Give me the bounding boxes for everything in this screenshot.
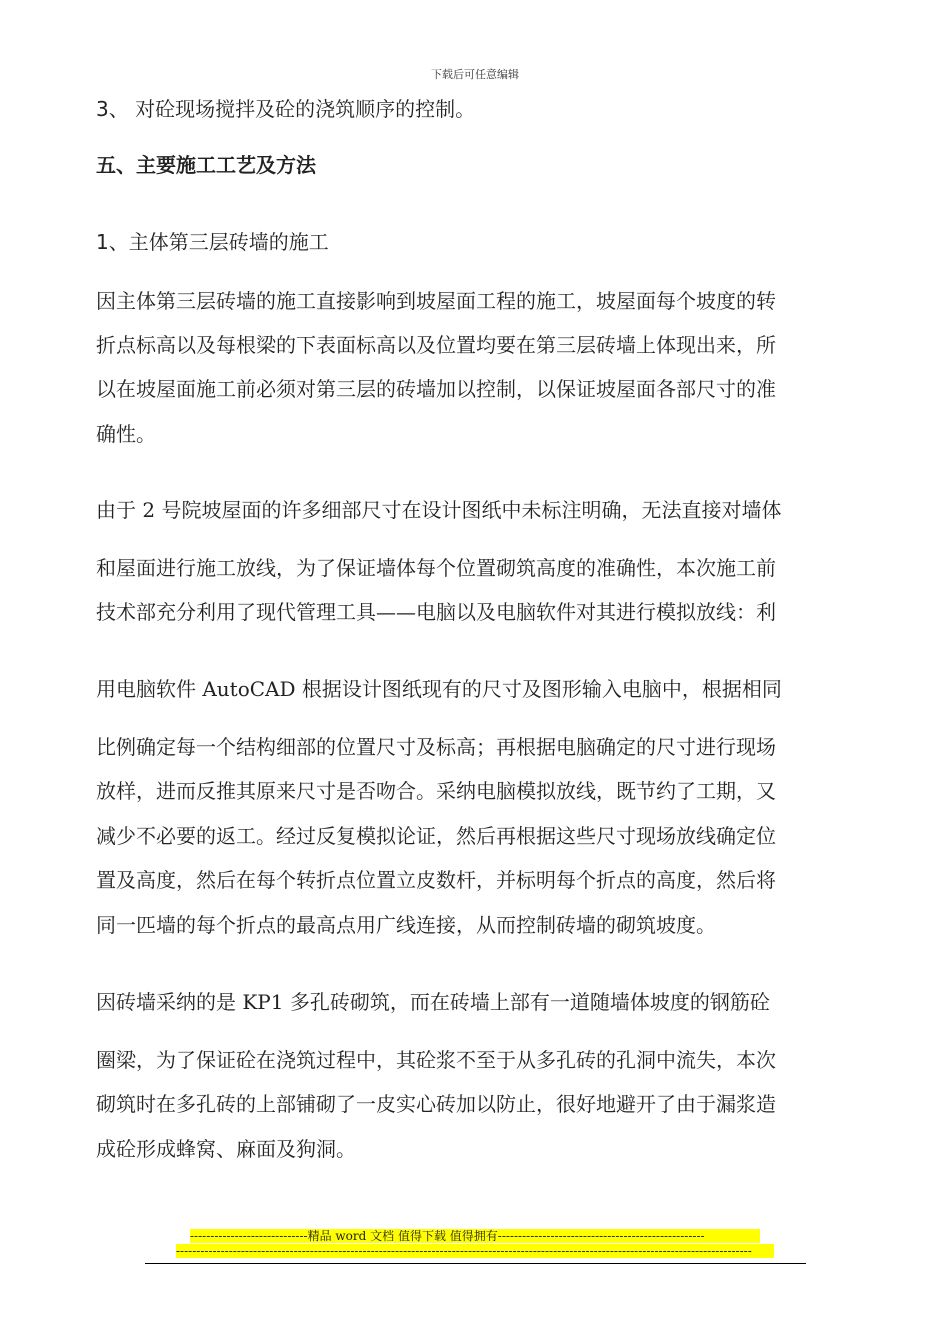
text-line: 用电脑软件 AutoCAD 根据设计图纸现有的尺寸及图形输入电脑中，根据相同 (96, 677, 782, 701)
text-line: 确性。 (96, 422, 156, 446)
text-line: 因砖墙采纳的是 KP1 多孔砖砌筑，而在砖墙上部有一道随墙体坡度的钢筋砼 (96, 990, 770, 1014)
footer-banner: -----------------------------精品 word 文档 值得下载 值得拥有--------------------------------------------------- (190, 1229, 760, 1243)
text-line: 置及高度，然后在每个转折点位置立皮数杆，并标明每个折点的高度，然后将 (96, 868, 776, 892)
footer-banner-dashes: ---------------------------------------------------------------------------------------------------------------------------------------------- (176, 1244, 774, 1258)
text-line: 放样，进而反推其原来尺寸是否吻合。采纳电脑模拟放线，既节约了工期，又 (96, 779, 776, 803)
text-line: 圈梁，为了保证砼在浇筑过程中，其砼浆不至于从多孔砖的孔洞中流失，本次 (96, 1048, 776, 1072)
text-line: 1、主体第三层砖墙的施工 (96, 230, 329, 254)
text-line: 3、 对砼现场搅拌及砼的浇筑顺序的控制。 (96, 97, 476, 121)
text-line: 砌筑时在多孔砖的上部铺砌了一皮实心砖加以防止，很好地避开了由于漏浆造 (96, 1092, 776, 1116)
text-line: 技术部充分利用了现代管理工具——电脑以及电脑软件对其进行模拟放线：利 (96, 600, 776, 624)
text-line: 比例确定每一个结构细部的位置尺寸及标高；再根据电脑确定的尺寸进行现场 (96, 735, 776, 759)
text-line: 由于 2 号院坡屋面的许多细部尺寸在设计图纸中未标注明确，无法直接对墙体 (96, 498, 782, 522)
section-heading: 五、主要施工工艺及方法 (96, 153, 316, 177)
footer-rule (145, 1263, 806, 1264)
page-header: 下载后可任意编辑 (431, 68, 519, 81)
text-line: 同一匹墙的每个折点的最高点用广线连接，从而控制砖墙的砌筑坡度。 (96, 913, 716, 937)
text-line: 成砼形成蜂窝、麻面及狗洞。 (96, 1137, 356, 1161)
text-line: 折点标高以及每根梁的下表面标高以及位置均要在第三层砖墙上体现出来，所 (96, 333, 776, 357)
text-line: 因主体第三层砖墙的施工直接影响到坡屋面工程的施工，坡屋面每个坡度的转 (96, 289, 776, 313)
text-line: 减少不必要的返工。经过反复模拟论证，然后再根据这些尺寸现场放线确定位 (96, 824, 776, 848)
text-line: 以在坡屋面施工前必须对第三层的砖墙加以控制，以保证坡屋面各部尺寸的准 (96, 377, 776, 401)
text-line: 和屋面进行施工放线，为了保证墙体每个位置砌筑高度的准确性，本次施工前 (96, 556, 776, 580)
